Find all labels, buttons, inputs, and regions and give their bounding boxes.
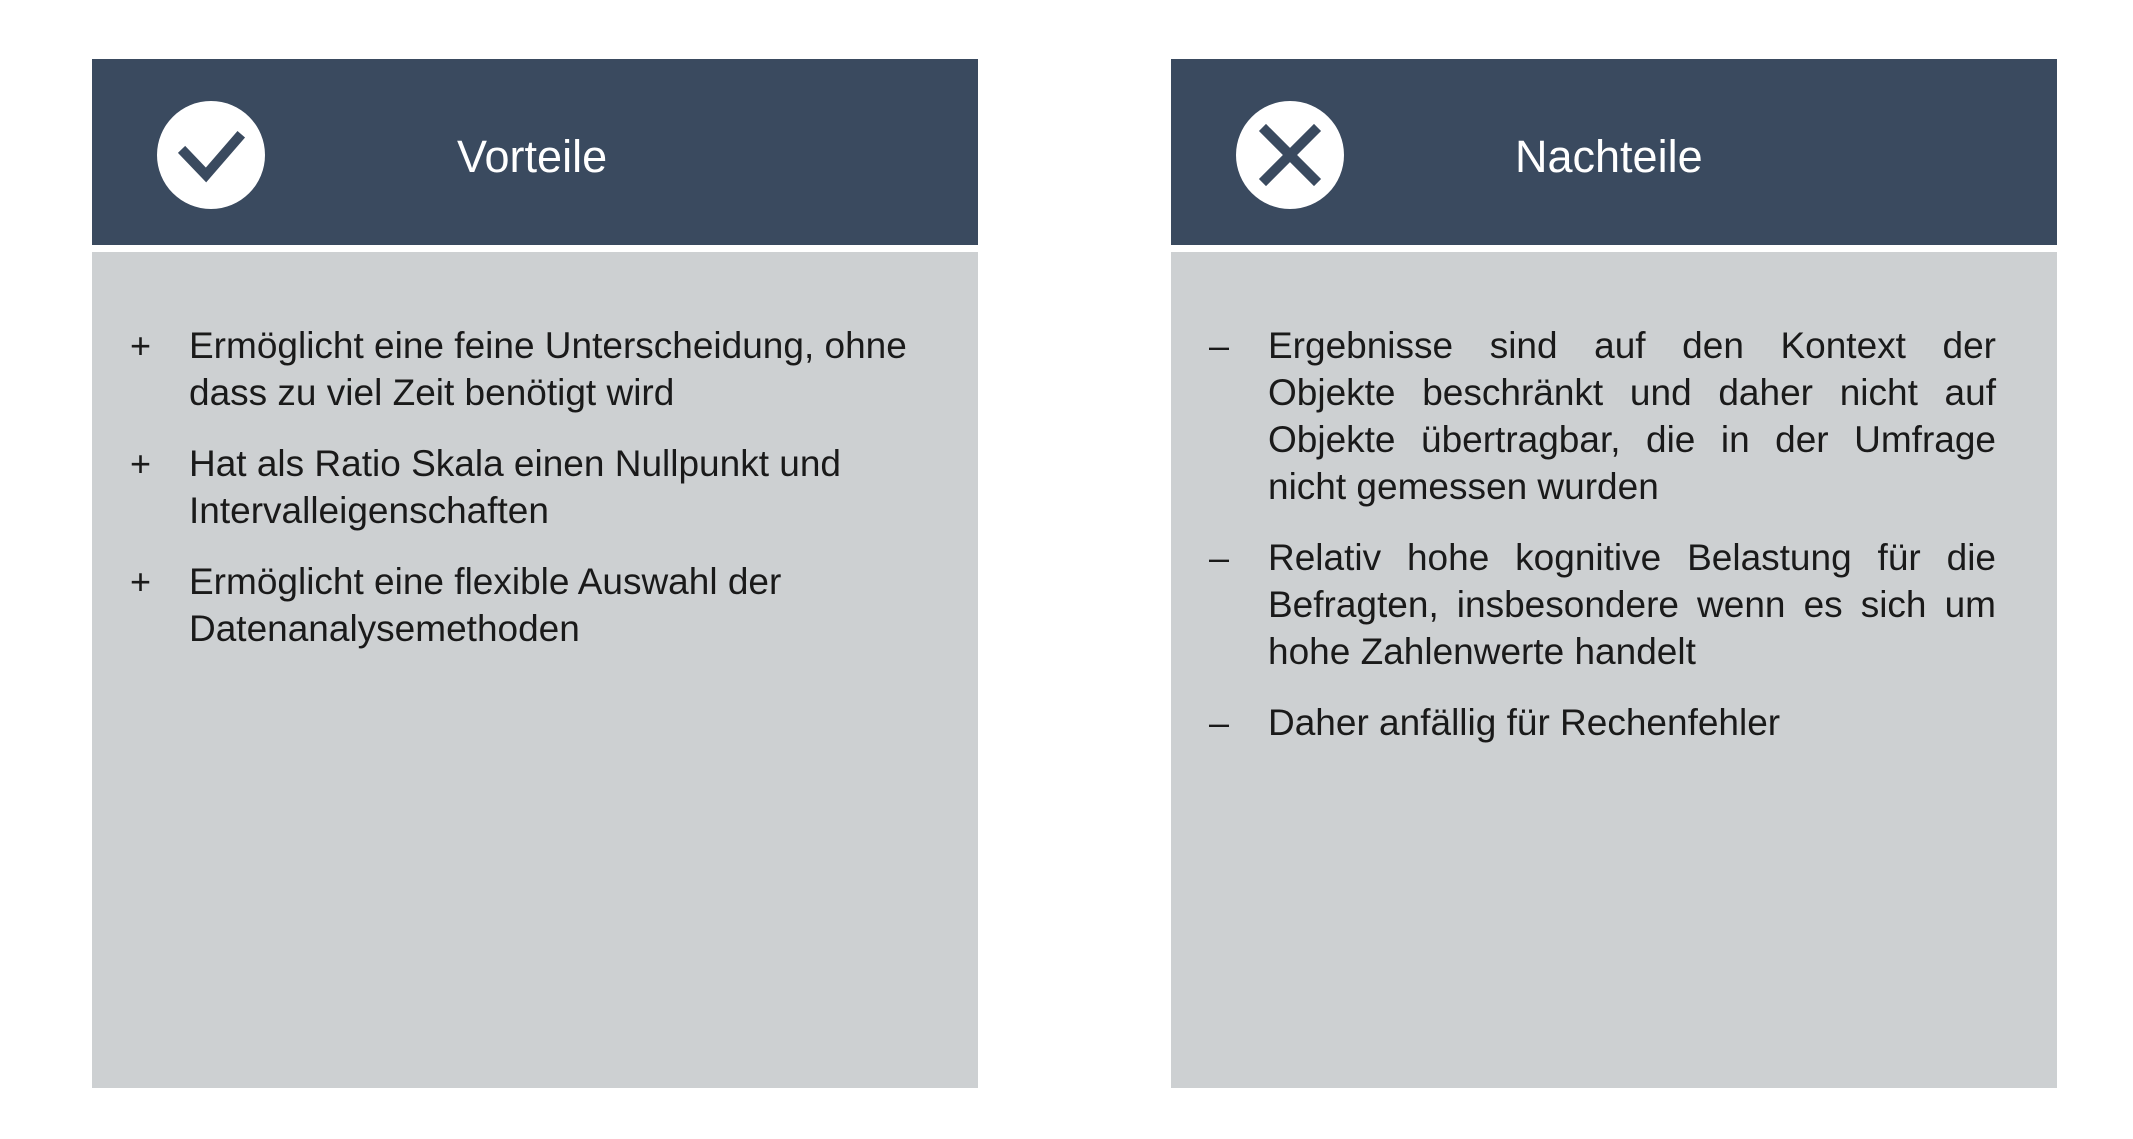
plus-marker: + xyxy=(130,561,152,602)
dash-marker: – xyxy=(1209,325,1230,366)
disadvantages-body xyxy=(1171,252,2057,1088)
disadvantages-divider xyxy=(1171,245,2057,252)
plus-marker: + xyxy=(130,443,152,484)
disadvantage-text: Ergebnisse sind auf den Kontext der Objekte beschränkt und daher nicht auf Objekte übertragbar, die in der Umfrage nicht gemessen wurden xyxy=(1268,325,1996,507)
advantage-text: Hat als Ratio Skala einen Nullpunkt und Intervalleigenschaften xyxy=(189,443,841,531)
list-item xyxy=(1171,699,2057,746)
disadvantages-list xyxy=(1171,322,2057,770)
advantages-title: Vorteile xyxy=(457,131,608,182)
plus-marker: + xyxy=(130,325,152,366)
list-item xyxy=(1171,322,2057,510)
x-icon xyxy=(1236,101,1344,209)
advantage-text: Ermöglicht eine feine Unterscheidung, ohne dass zu viel Zeit benötigt wird xyxy=(189,325,907,413)
disadvantages-title: Nachteile xyxy=(1515,131,1703,182)
dash-marker: – xyxy=(1209,537,1230,578)
advantages-panel xyxy=(92,59,978,1088)
list-item xyxy=(1171,534,2057,675)
list-item xyxy=(92,322,978,416)
advantage-text: Ermöglicht eine flexible Auswahl der Datenanalysemethoden xyxy=(189,561,782,649)
advantages-body xyxy=(92,252,978,1088)
list-item xyxy=(92,440,978,534)
list-item xyxy=(92,558,978,652)
disadvantages-panel xyxy=(1171,59,2057,1088)
advantages-divider xyxy=(92,245,978,252)
advantages-header xyxy=(92,59,978,245)
disadvantage-text: Relativ hohe kognitive Belastung für die Befragten, insbesondere wenn es sich um hohe Zahlenwerte handelt xyxy=(1268,537,1996,672)
disadvantage-text: Daher anfällig für Rechenfehler xyxy=(1268,702,1781,743)
advantages-list xyxy=(92,322,978,676)
disadvantages-header xyxy=(1171,59,2057,245)
check-icon xyxy=(157,101,265,209)
dash-marker: – xyxy=(1209,702,1230,743)
